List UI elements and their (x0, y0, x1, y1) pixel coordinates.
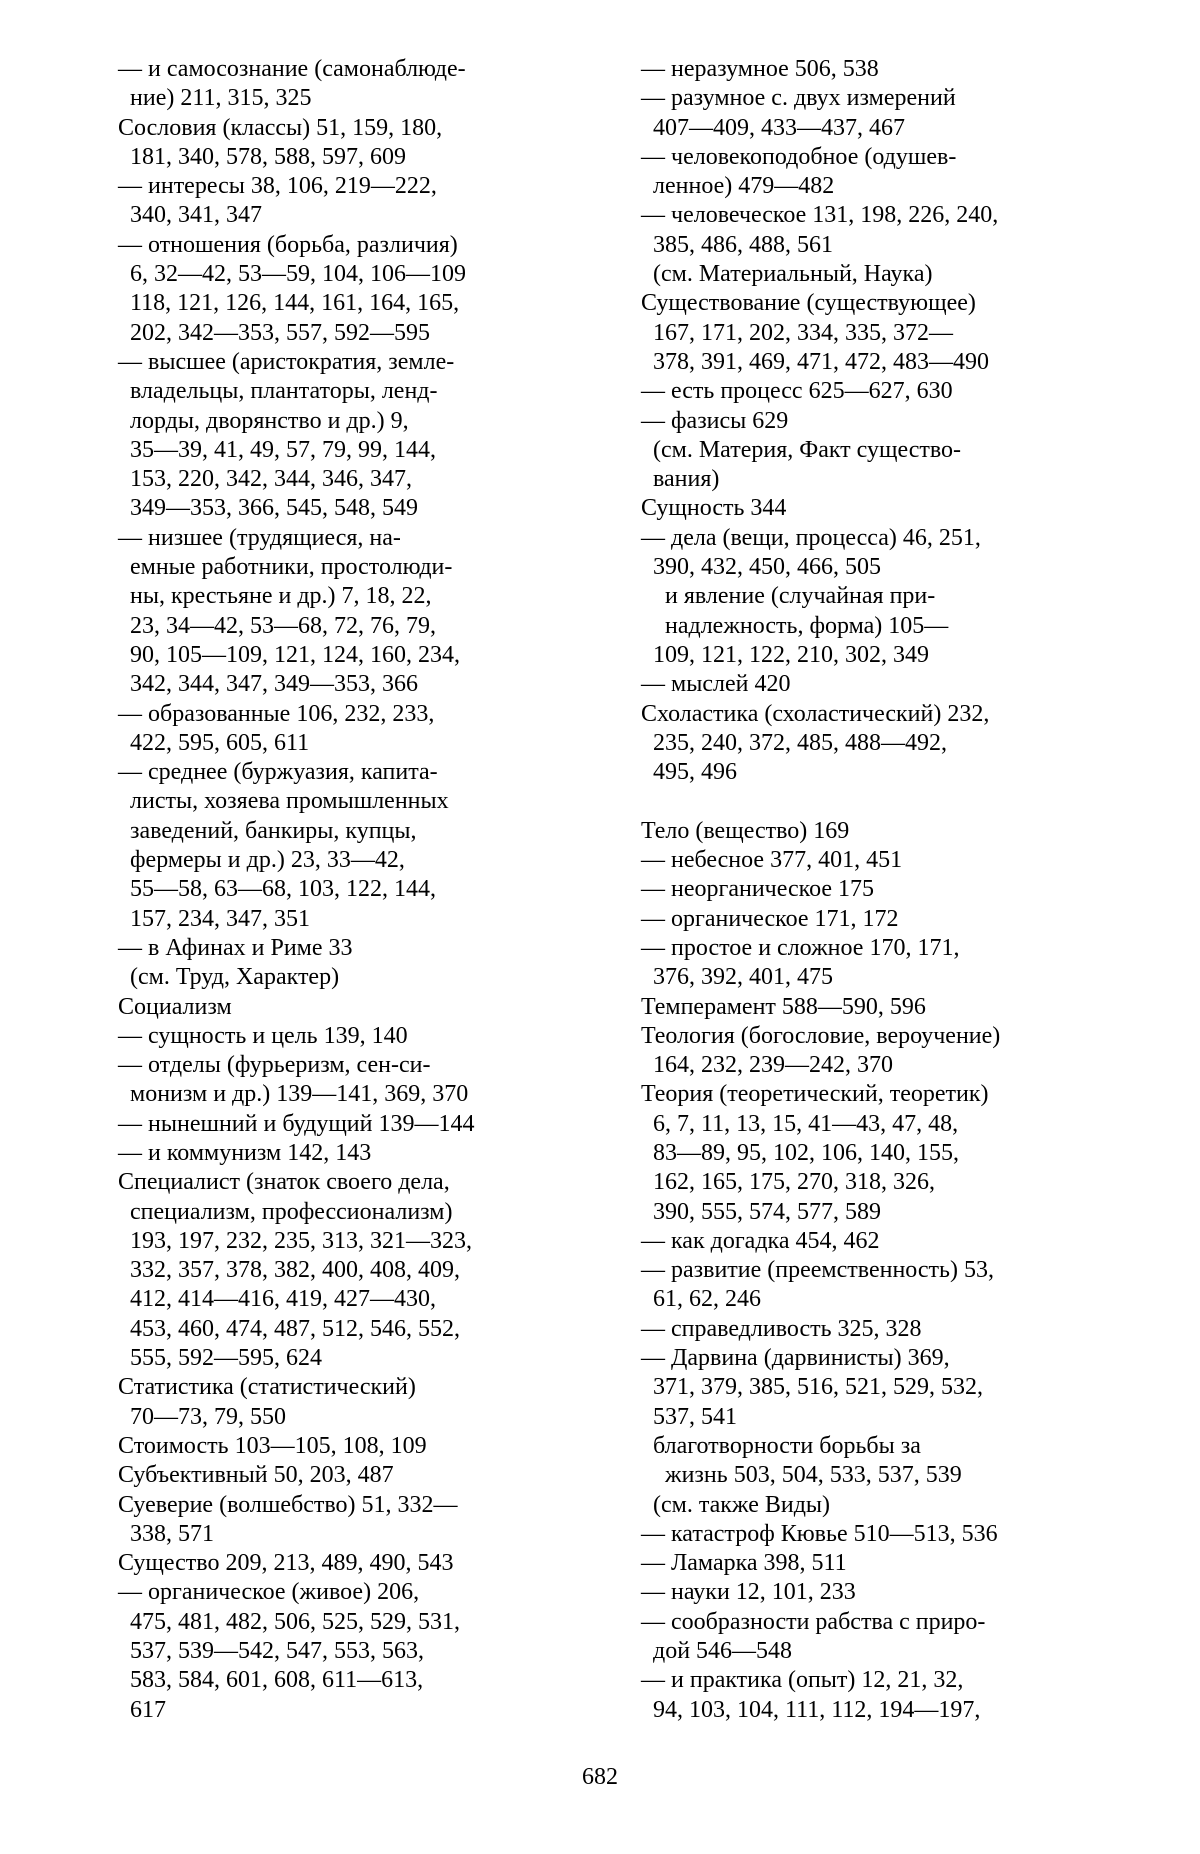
index-line: — среднее (буржуазия, капита- (118, 759, 438, 786)
index-line: 118, 121, 126, 144, 161, 164, 165, (118, 290, 460, 317)
index-line: — простое и сложное 170, 171, (641, 934, 960, 961)
index-line: — есть процесс 625—627, 630 (641, 378, 953, 405)
index-line: Суеверие (волшебство) 51, 332— (118, 1491, 458, 1518)
index-line: 6, 32—42, 53—59, 104, 106—109 (118, 261, 466, 288)
index-line: Статистика (статистический) (118, 1374, 416, 1401)
index-line: 55—58, 63—68, 103, 122, 144, (118, 876, 436, 903)
index-line: 157, 234, 347, 351 (118, 905, 310, 932)
index-line: — сообразности рабства с приро- (641, 1608, 986, 1635)
index-line: (см. Материальный, Наука) (641, 261, 933, 288)
index-line: Схоластика (схоластический) 232, (641, 700, 990, 727)
index-line: — сущность и цель 139, 140 (118, 1022, 408, 1049)
index-line: Сущность 344 (641, 495, 787, 522)
index-line: 6, 7, 11, 13, 15, 41—43, 47, 48, (641, 1110, 959, 1137)
index-line: фермеры и др.) 23, 33—42, (118, 847, 405, 874)
index-line: 407—409, 433—437, 467 (641, 114, 905, 141)
index-line: Социализм (118, 993, 232, 1020)
index-line: 378, 391, 469, 471, 472, 483—490 (641, 348, 989, 375)
index-line: 193, 197, 232, 235, 313, 321—323, (118, 1227, 472, 1254)
index-line: (см. Труд, Характер) (118, 964, 340, 991)
index-line: — катастроф Кювье 510—513, 536 (641, 1520, 998, 1547)
index-line: — развитие (преемственность) 53, (641, 1257, 994, 1284)
index-line: — дела (вещи, процесса) 46, 251, (641, 524, 981, 551)
index-line: Теория (теоретический, теоретик) (641, 1081, 989, 1108)
index-line: — справедливость 325, 328 (641, 1315, 922, 1342)
index-line: емные работники, простолюди- (118, 554, 453, 581)
index-line: 349—353, 366, 545, 548, 549 (118, 495, 418, 522)
index-line: Субъективный 50, 203, 487 (118, 1462, 394, 1489)
index-line: 90, 105—109, 121, 124, 160, 234, (118, 641, 460, 668)
index-line: Сословия (классы) 51, 159, 180, (118, 114, 443, 141)
index-line: — и самосознание (самонаблюде- (118, 56, 466, 82)
index-line: 537, 539—542, 547, 553, 563, (118, 1638, 424, 1665)
index-line: — как догадка 454, 462 (641, 1227, 880, 1254)
index-line: вания) (641, 466, 720, 493)
index-line: листы, хозяева промышленных (118, 788, 449, 815)
index-column-left (118, 55, 556, 1725)
index-line: 162, 165, 175, 270, 318, 326, (641, 1169, 935, 1196)
index-line: лорды, дворянство и др.) 9, (118, 407, 409, 434)
index-line: 583, 584, 601, 608, 611—613, (118, 1667, 424, 1694)
index-line: 390, 555, 574, 577, 589 (641, 1198, 881, 1225)
index-line: — разумное с. двух измерений (641, 85, 956, 112)
index-line: Специалист (знаток своего дела, (118, 1169, 450, 1196)
index-line: ние) 211, 315, 325 (118, 85, 312, 112)
index-line: — интересы 38, 106, 219—222, (118, 173, 437, 200)
index-line: 23, 34—42, 53—68, 72, 76, 79, (118, 612, 436, 639)
index-line: — фазисы 629 (641, 407, 789, 434)
index-line: 94, 103, 104, 111, 112, 194—197, (641, 1696, 981, 1723)
index-line: — в Афинах и Риме 33 (118, 934, 353, 961)
index-line: 342, 344, 347, 349—353, 366 (118, 671, 418, 698)
index-line: владельцы, плантаторы, ленд- (118, 378, 438, 405)
blank-line (641, 787, 1081, 816)
index-line: 385, 486, 488, 561 (641, 231, 833, 258)
index-line: 202, 342—353, 557, 592—595 (118, 319, 430, 346)
index-line: 332, 357, 378, 382, 400, 408, 409, (118, 1257, 460, 1284)
index-line: 338, 571 (118, 1520, 214, 1547)
index-line: Стоимость 103—105, 108, 109 (118, 1432, 427, 1459)
index-line: — низшее (трудящиеся, на- (118, 524, 401, 551)
index-line: 422, 595, 605, 611 (118, 729, 310, 756)
index-line: — человекоподобное (одушев- (641, 143, 957, 170)
index-line: — науки 12, 101, 233 (641, 1579, 856, 1606)
index-line: 390, 432, 450, 466, 505 (641, 554, 881, 581)
index-line: 537, 541 (641, 1403, 737, 1430)
index-line: 475, 481, 482, 506, 525, 529, 531, (118, 1608, 460, 1635)
index-line: 235, 240, 372, 485, 488—492, (641, 729, 947, 756)
index-line: — нынешний и будущий 139—144 (118, 1110, 475, 1137)
index-line: 340, 341, 347 (118, 202, 262, 229)
index-line: — и коммунизм 142, 143 (118, 1139, 372, 1166)
index-line: — высшее (аристократия, земле- (118, 348, 455, 375)
index-line: 153, 220, 342, 344, 346, 347, (118, 466, 412, 493)
index-line: — человеческое 131, 198, 226, 240, (641, 202, 999, 229)
index-line: 412, 414—416, 419, 427—430, (118, 1286, 436, 1313)
index-line: — органическое (живое) 206, (118, 1579, 420, 1606)
index-line: — мыслей 420 (641, 671, 791, 698)
index-line: Темперамент 588—590, 596 (641, 993, 926, 1020)
index-line: заведений, банкиры, купцы, (118, 817, 417, 844)
index-line: 167, 171, 202, 334, 335, 372— (641, 319, 953, 346)
index-line: 617 (118, 1696, 166, 1723)
index-line: ленное) 479—482 (641, 173, 835, 200)
index-line: — Ламарка 398, 511 (641, 1550, 847, 1577)
index-line: монизм и др.) 139—141, 369, 370 (118, 1081, 469, 1108)
index-line: жизнь 503, 504, 533, 537, 539 (641, 1462, 962, 1489)
index-line: надлежность, форма) 105— (641, 612, 949, 639)
index-line: Существо 209, 213, 489, 490, 543 (118, 1550, 454, 1577)
index-line: 70—73, 79, 550 (118, 1403, 286, 1430)
index-line: и явление (случайная при- (641, 583, 936, 610)
index-line: ны, крестьяне и др.) 7, 18, 22, (118, 583, 432, 610)
index-line: — небесное 377, 401, 451 (641, 847, 903, 874)
page-number: 682 (582, 1764, 618, 1790)
index-line: — неразумное 506, 538 (641, 56, 879, 82)
index-line: — образованные 106, 232, 233, (118, 700, 435, 727)
index-line: — Дарвина (дарвинисты) 369, (641, 1345, 950, 1372)
index-line: 61, 62, 246 (641, 1286, 761, 1313)
index-line: — отношения (борьба, различия) (118, 231, 458, 258)
index-line: Существование (существующее) (641, 290, 976, 317)
index-line: 453, 460, 474, 487, 512, 546, 552, (118, 1315, 460, 1342)
index-line: 181, 340, 578, 588, 597, 609 (118, 143, 406, 170)
index-line: — неорганическое 175 (641, 876, 875, 903)
index-line: 83—89, 95, 102, 106, 140, 155, (641, 1139, 959, 1166)
index-line: 35—39, 41, 49, 57, 79, 99, 144, (118, 436, 436, 463)
index-line: специализм, профессионализм) (118, 1198, 453, 1225)
index-line: 555, 592—595, 624 (118, 1345, 322, 1372)
index-line: Теология (богословие, вероучение) (641, 1022, 1001, 1049)
index-line: (см. также Виды) (641, 1491, 831, 1518)
index-line: 164, 232, 239—242, 370 (641, 1052, 893, 1079)
index-line: благотворности борьбы за (641, 1432, 921, 1459)
index-column-right (641, 55, 1081, 1725)
index-line: Тело (вещество) 169 (641, 817, 850, 844)
index-line: — отделы (фурьеризм, сен-си- (118, 1052, 431, 1079)
index-line: 495, 496 (641, 759, 737, 786)
index-line: (см. Материя, Факт существо- (641, 436, 962, 463)
index-line: 109, 121, 122, 210, 302, 349 (641, 641, 929, 668)
index-line: — органическое 171, 172 (641, 905, 899, 932)
index-line: — и практика (опыт) 12, 21, 32, (641, 1667, 964, 1694)
index-line: 376, 392, 401, 475 (641, 964, 833, 991)
index-line: дой 546—548 (641, 1638, 793, 1665)
index-line: 371, 379, 385, 516, 521, 529, 532, (641, 1374, 983, 1401)
